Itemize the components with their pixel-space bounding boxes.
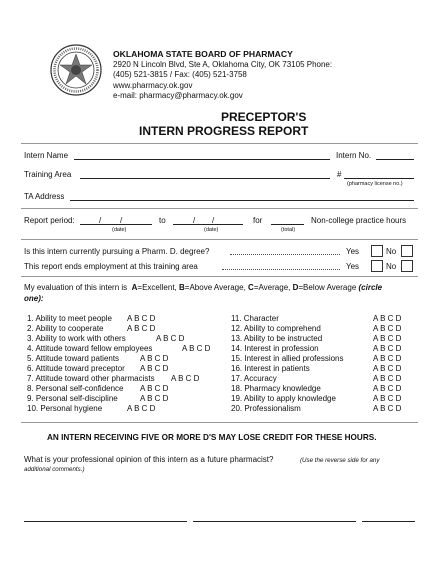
org-email: e-mail: pharmacy@pharmacy.ok.gov: [113, 91, 243, 100]
date-caption: (date): [204, 227, 219, 233]
evaluation-intro: My evaluation of this intern is A=Excellent, B=Above Average, C=Average, D=Below Average (circle: [24, 283, 383, 292]
rating-item: 3. Ability to work with others A B C D: [27, 334, 185, 343]
state-seal-icon: [50, 44, 102, 96]
rating-list-right: [231, 314, 401, 414]
training-area-label: Training Area: [24, 170, 72, 179]
rating-item: 7. Attitude toward other pharmacists A B C D: [27, 374, 200, 383]
rating-item: 19. Ability to apply knowledge A B C D: [231, 394, 402, 403]
ta-address-field[interactable]: [70, 200, 414, 201]
for-label: for: [253, 216, 263, 225]
grade-options[interactable]: A B C D: [127, 324, 156, 333]
start-date-field[interactable]: [80, 224, 152, 225]
opinion-note-1: (Use the reverse side for any: [300, 457, 380, 464]
to-label: to: [159, 216, 166, 225]
no-label: No: [386, 262, 397, 271]
date-line[interactable]: [362, 521, 415, 522]
intern-no-field[interactable]: [376, 159, 414, 160]
slash: /: [99, 216, 102, 225]
d-grade-warning: AN INTERN RECEIVING FIVE OR MORE D'S MAY LOSE CREDIT FOR THESE HOURS.: [47, 433, 377, 442]
license-note: (pharmacy license no.): [347, 181, 403, 187]
grade-options[interactable]: A B C D: [373, 334, 402, 343]
rating-item: 10. Personal hygiene A B C D: [27, 404, 156, 413]
rating-item: 2. Ability to cooperate A B C D: [27, 324, 156, 333]
rating-item: 4. Attitude toward fellow employees A B C D: [27, 344, 211, 353]
divider: [21, 422, 418, 423]
divider: [21, 276, 418, 277]
title-line-2: INTERN PROGRESS REPORT: [139, 124, 309, 138]
intern-name-label: Intern Name: [24, 151, 69, 160]
hours-total-field[interactable]: [271, 224, 304, 225]
leader-dots: [222, 269, 340, 270]
grade-options[interactable]: A B C D: [140, 394, 169, 403]
rating-item: 12. Ability to comprehend A B C D: [231, 324, 402, 333]
ta-address-label: TA Address: [24, 192, 65, 201]
grade-options[interactable]: A B C D: [373, 394, 402, 403]
no-label: No: [386, 247, 397, 256]
rating-item: 9. Personal self-discipline A B C D: [27, 394, 169, 403]
rating-item: 15. Interest in allied professions A B C D: [231, 354, 402, 363]
grade-options[interactable]: A B C D: [373, 314, 402, 323]
report-period-label: Report period:: [24, 216, 75, 225]
divider: [21, 208, 418, 209]
circle-one-label: one):: [24, 294, 44, 303]
rating-item: 11. Character A B C D: [231, 314, 402, 323]
slash: /: [212, 216, 215, 225]
noncollege-label: Non-college practice hours: [311, 216, 407, 225]
slash: /: [120, 216, 123, 225]
license-hash-label: #: [337, 170, 342, 179]
rating-list-left: [27, 314, 210, 414]
yes-label: Yes: [346, 247, 360, 256]
grade-options[interactable]: A B C D: [140, 364, 169, 373]
opinion-question: What is your professional opinion of this intern as a future pharmacist?: [24, 455, 274, 464]
employment-yes-checkbox[interactable]: [371, 260, 383, 272]
signature-line[interactable]: [24, 521, 187, 522]
pharmd-no-checkbox[interactable]: [401, 245, 413, 257]
leader-dots: [230, 254, 340, 255]
divider: [21, 143, 418, 144]
end-date-field[interactable]: [173, 224, 243, 225]
yes-label: Yes: [346, 262, 360, 271]
total-caption: (total): [281, 227, 296, 233]
opinion-note-2: additional comments.): [24, 466, 85, 473]
rating-item: 6. Attitude toward preceptor A B C D: [27, 364, 169, 373]
rating-item: 18. Pharmacy knowledge A B C D: [231, 384, 402, 393]
intern-name-field[interactable]: [74, 159, 330, 160]
rating-item: 17. Accuracy A B C D: [231, 374, 402, 383]
rating-item: 14. Interest in profession A B C D: [231, 344, 402, 353]
slash: /: [193, 216, 196, 225]
pharmd-question: Is this intern currently pursuing a Pharm. D. degree?: [24, 247, 210, 256]
grade-options[interactable]: A B C D: [373, 404, 402, 413]
grade-options[interactable]: A B C D: [182, 344, 211, 353]
rating-item: 16. Interest in patients A B C D: [231, 364, 402, 373]
license-no-field[interactable]: [344, 178, 414, 179]
grade-options[interactable]: A B C D: [140, 384, 169, 393]
org-address: 2920 N Lincoln Blvd, Ste A, Oklahoma City, OK 73105 Phone:: [113, 59, 333, 69]
grade-options[interactable]: A B C D: [373, 324, 402, 333]
grade-options[interactable]: A B C D: [373, 344, 402, 353]
org-phone-fax: (405) 521-3815 / Fax: (405) 521-3758: [113, 70, 247, 79]
grade-options[interactable]: A B C D: [373, 374, 402, 383]
training-area-field[interactable]: [80, 178, 330, 179]
grade-options[interactable]: A B C D: [373, 364, 402, 373]
grade-options[interactable]: A B C D: [373, 384, 402, 393]
pharmd-yes-checkbox[interactable]: [371, 245, 383, 257]
rating-item: 13. Ability to be instructed A B C D: [231, 334, 402, 343]
grade-options[interactable]: A B C D: [156, 334, 185, 343]
org-name: OKLAHOMA STATE BOARD OF PHARMACY: [113, 49, 293, 59]
rating-item: 20. Professionalism A B C D: [231, 404, 402, 413]
rating-item: 5. Attitude toward patients A B C D: [27, 354, 169, 363]
grade-options[interactable]: A B C D: [171, 374, 200, 383]
intern-no-label: Intern No.: [336, 151, 372, 160]
grade-options[interactable]: A B C D: [127, 404, 156, 413]
rating-item: 8. Personal self-confidence A B C D: [27, 384, 169, 393]
board-header: [113, 49, 332, 102]
org-website: www.pharmacy.ok.gov: [113, 80, 193, 90]
date-caption: (date): [112, 227, 127, 233]
grade-options[interactable]: A B C D: [140, 354, 169, 363]
grade-options[interactable]: A B C D: [373, 354, 402, 363]
title-line-1: PRECEPTOR'S: [221, 110, 307, 124]
signature-line[interactable]: [193, 521, 356, 522]
employment-no-checkbox[interactable]: [401, 260, 413, 272]
employment-question: This report ends employment at this training area: [24, 262, 198, 271]
rating-item: 1. Ability to meet people A B C D: [27, 314, 156, 323]
grade-options[interactable]: A B C D: [127, 314, 156, 323]
divider: [21, 239, 418, 240]
